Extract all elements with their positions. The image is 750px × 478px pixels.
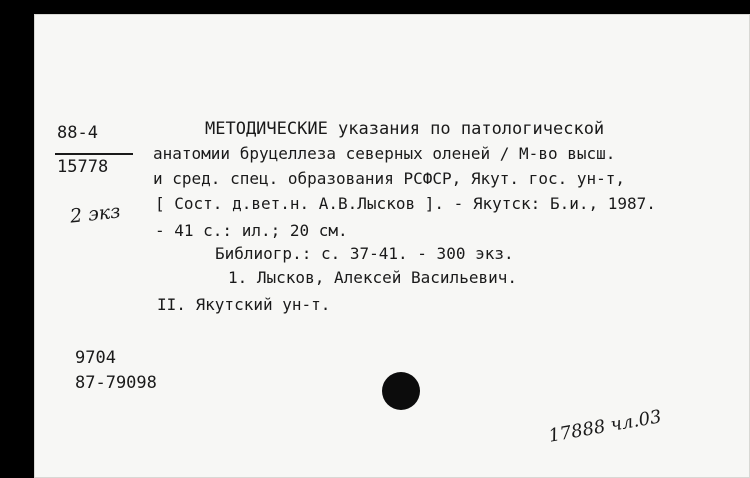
call-number-bottom: 15778	[57, 157, 109, 177]
call-number-divider	[55, 153, 133, 155]
code-2: 87-79098	[75, 373, 157, 393]
entry-line-2: анатомии бруцеллеза северных оленей / М-во высш.	[153, 144, 616, 163]
code-1: 9704	[75, 348, 116, 368]
entry-line-3: и сред. спец. образования РСФСР, Якут. гос. ун-т,	[153, 169, 626, 188]
entry-line-8: II. Якутский ун-т.	[157, 295, 331, 314]
handwritten-copies-note: 2 экз	[68, 200, 122, 228]
handwritten-number: 17888 чл.03	[546, 406, 664, 447]
entry-line-7: 1. Лысков, Алексей Васильевич.	[228, 268, 517, 287]
entry-line-5: - 41 с.: ил.; 20 см.	[155, 221, 348, 240]
entry-line-1: МЕТОДИЧЕСКИЕ указания по патологической	[205, 119, 605, 139]
entry-line-4: [ Сост. д.вет.н. А.В.Лысков ]. - Якутск: Б.и., 1987.	[155, 194, 656, 213]
call-number-top: 88-4	[57, 123, 98, 143]
punch-hole	[382, 372, 420, 410]
entry-line-6: Библиогр.: с. 37-41. - 300 экз.	[215, 244, 514, 263]
